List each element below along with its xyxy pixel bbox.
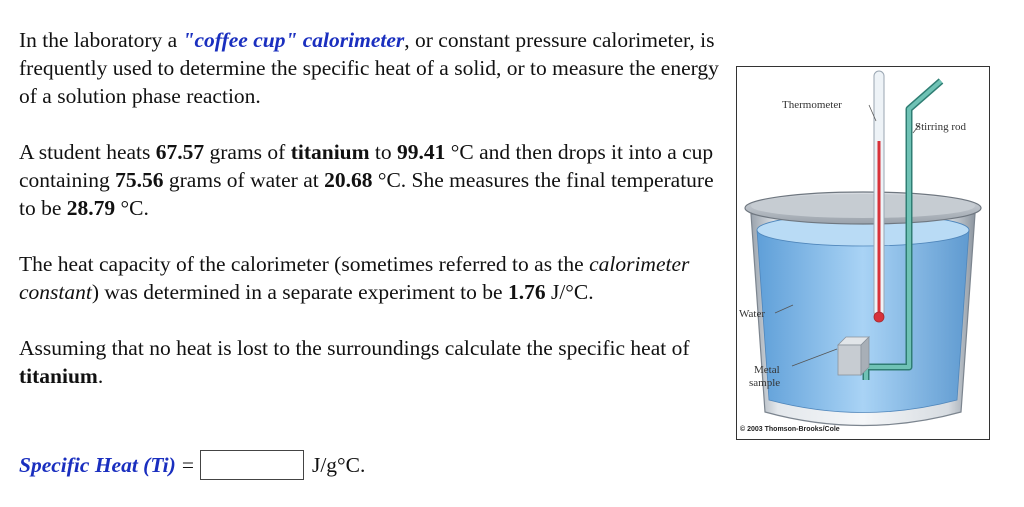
experiment-paragraph bbox=[19, 138, 724, 222]
intro-paragraph bbox=[19, 26, 724, 110]
final-temp-value: 28.79 bbox=[66, 196, 116, 220]
answer-row bbox=[19, 450, 365, 480]
specific-heat-input[interactable] bbox=[200, 450, 304, 480]
question-paragraph bbox=[19, 334, 724, 390]
metal-sample bbox=[838, 345, 861, 375]
answer-unit: J/g°C. bbox=[311, 453, 366, 477]
stirring-rod-label: Stirring rod bbox=[915, 121, 967, 133]
question-text-b: . bbox=[97, 364, 104, 388]
water bbox=[757, 230, 969, 413]
equals-sign: = bbox=[181, 453, 194, 477]
water-label: Water bbox=[739, 308, 765, 320]
calorimeter-constant-value: 1.76 bbox=[507, 280, 546, 304]
metal-mass-value: 67.57 bbox=[155, 140, 205, 164]
problem-text bbox=[19, 26, 724, 390]
calorimeter-constant-paragraph bbox=[19, 250, 724, 306]
calorimeter-figure bbox=[736, 66, 990, 440]
metal-label-line2: sample bbox=[749, 377, 781, 389]
metal-temp-value: 99.41 bbox=[397, 140, 446, 164]
question-text-a: Assuming that no heat is lost to the surroundings calculate the specific heat of bbox=[19, 336, 690, 360]
metal-name: titanium bbox=[290, 140, 370, 164]
exp-text-c: to bbox=[369, 140, 398, 164]
cc-text-c: ) was determined in a separate experiment to be bbox=[91, 280, 508, 304]
exp-text-b: grams of bbox=[204, 140, 291, 164]
intro-text-a: In the laboratory a bbox=[19, 28, 183, 52]
cc-text-d: J/°C. bbox=[545, 280, 594, 304]
intro-text-c: , or constant pressure calorimeter, is frequently used to determine the specific heat of a solid, or to measure the energy of a solution phase reaction. bbox=[19, 28, 719, 108]
calorimeter-constant-term: calorimeter constant bbox=[19, 252, 690, 304]
question-metal-name: titanium bbox=[19, 364, 98, 388]
exp-text-e: grams of water at bbox=[163, 168, 325, 192]
thermometer-label: Thermometer bbox=[782, 99, 842, 111]
exp-text-a: A student heats bbox=[19, 140, 156, 164]
exp-text-d: °C and then drops it into a cup containing bbox=[19, 140, 714, 192]
thermometer-bulb bbox=[874, 312, 884, 322]
answer-label: Specific Heat (Ti) bbox=[19, 453, 176, 477]
exp-text-g: °C. bbox=[115, 196, 149, 220]
thermometer-mercury bbox=[878, 141, 881, 315]
copyright-text: © 2003 Thomson-Brooks/Cole bbox=[740, 426, 840, 433]
water-temp-value: 20.68 bbox=[324, 168, 373, 192]
water-mass-value: 75.56 bbox=[115, 168, 164, 192]
metal-label-line1: Metal bbox=[754, 364, 780, 376]
cc-text-a: The heat capacity of the calorimeter (sometimes referred to as the bbox=[19, 252, 590, 276]
calorimeter-term: "coffee cup" calorimeter bbox=[182, 28, 405, 52]
exp-text-f: °C. She measures the final temperature to be bbox=[19, 168, 714, 220]
